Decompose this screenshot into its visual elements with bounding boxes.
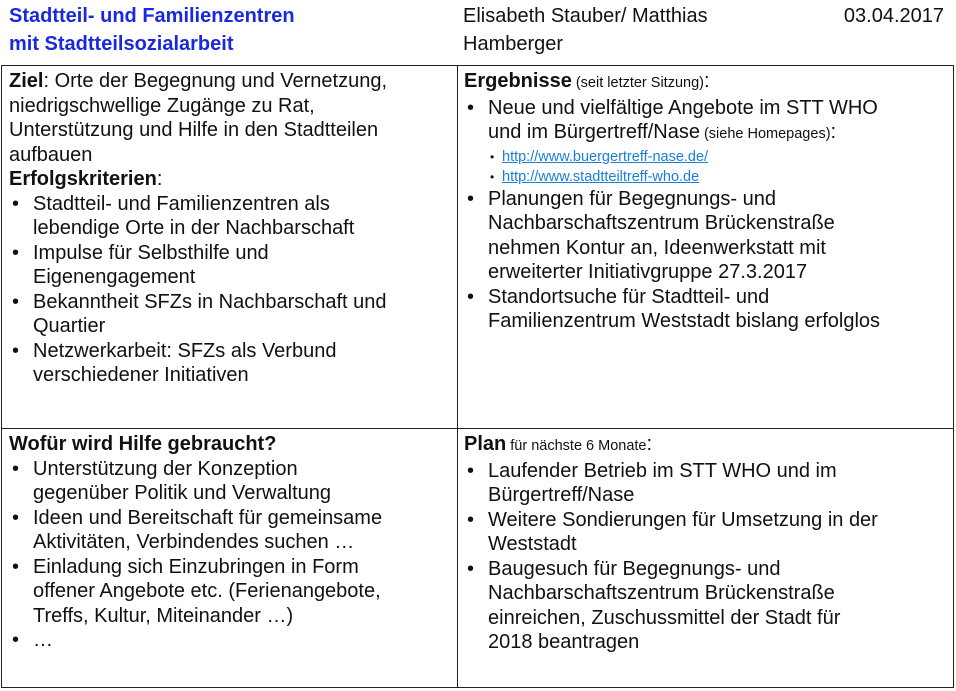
erfolg-list <box>9 192 454 388</box>
ergebnisse-cell <box>464 69 950 334</box>
list-item <box>464 459 950 508</box>
bullet: • <box>12 241 20 264</box>
bullet: • <box>467 187 475 210</box>
ergebnisse-list-2 <box>464 187 950 334</box>
item-text: Weitere Sondierungen für Umsetzung in der <box>488 508 878 531</box>
item-text: Bürgertreff/Nase <box>488 484 635 506</box>
list-item <box>464 285 950 334</box>
item-text: offener Angebote etc. (Ferienangebote, <box>33 580 381 602</box>
item-text: … <box>33 629 53 651</box>
item-text: Netzwerkarbeit: SFZs als Verbund <box>33 339 337 362</box>
item-text: erweiterter Initiativgruppe 27.3.2017 <box>488 261 808 283</box>
row-divider <box>2 428 953 429</box>
list-item <box>464 187 950 285</box>
hilfe-heading: Wofür wird Hilfe gebraucht? <box>9 433 277 455</box>
list-item <box>9 628 454 653</box>
authors-line-1: Elisabeth Stauber/ Matthias <box>463 5 708 27</box>
bullet: • <box>490 149 495 164</box>
hilfe-list <box>9 457 454 653</box>
ergebnisse-label: Ergebnisse <box>464 70 572 92</box>
bullet: • <box>467 96 475 119</box>
erfolg-heading <box>9 167 454 192</box>
item-text: Familienzentrum Weststadt bislang erfolglos <box>488 310 881 332</box>
title-line-2: mit Stadtteilsozialarbeit <box>9 33 234 55</box>
link-stadtteiltreff-who[interactable]: http://www.stadtteiltreff-who.de <box>502 168 700 185</box>
plan-heading <box>464 432 950 459</box>
list-item <box>464 96 950 147</box>
item-text: Stadtteil- und Familienzentren als <box>33 192 330 215</box>
ergebnisse-note: (seit letzter Sitzung) <box>571 75 704 91</box>
plan-label: Plan <box>464 433 507 455</box>
item-text: Nachbarschaftszentrum Brückenstraße <box>488 582 835 604</box>
item-note: (siehe Homepages) <box>699 126 831 142</box>
content-table <box>1 65 954 688</box>
erfolg-colon: : <box>156 168 163 190</box>
item-text: Eigenengagement <box>33 266 196 288</box>
erfolg-label: Erfolgskriterien <box>9 168 157 190</box>
item-text: Neue und vielfältige Angebote im STT WHO <box>488 96 878 119</box>
column-divider <box>457 66 458 687</box>
item-text: Quartier <box>33 315 106 337</box>
item-text: Einladung sich Einzubringen in Form <box>33 555 359 578</box>
authors-line-2: Hamberger <box>463 33 564 55</box>
item-text: nehmen Kontur an, Ideenwerkstatt mit <box>488 236 826 259</box>
bullet: • <box>12 629 20 651</box>
item-text: Nachbarschaftszentrum Brückenstraße <box>488 212 835 234</box>
ziel-line-4: aufbauen <box>9 143 93 166</box>
title-line-1: Stadtteil- und Familienzentren <box>9 5 295 27</box>
list-item <box>464 557 950 655</box>
ziel-line-1 <box>9 69 454 94</box>
bullet: • <box>12 192 20 215</box>
link-buergertreff-nase[interactable]: http://www.buergertreff-nase.de/ <box>502 148 709 165</box>
item-text: Ideen und Bereitschaft für gemeinsame <box>33 506 383 529</box>
item-text: verschiedener Initiativen <box>33 364 249 386</box>
plan-note: für nächste 6 Monate <box>506 438 647 454</box>
homepage-links <box>464 147 950 187</box>
ziel-line-2: niedrigschwellige Zugänge zu Rat, <box>9 94 315 117</box>
document-date: 03.04.2017 <box>843 5 944 27</box>
bullet: • <box>12 506 20 529</box>
list-item <box>9 506 454 555</box>
bullet: • <box>467 508 475 531</box>
plan-colon: : <box>646 433 653 455</box>
item-text: 2018 beantragen <box>488 631 640 653</box>
bullet: • <box>467 285 475 308</box>
bullet: • <box>490 169 495 184</box>
plan-list <box>464 459 950 655</box>
item-text: Unterstützung der Konzeption <box>33 457 298 480</box>
ergebnisse-list <box>464 96 950 147</box>
list-item <box>490 147 950 167</box>
item-text: lebendige Orte in der Nachbarschaft <box>33 217 355 239</box>
list-item <box>9 555 454 629</box>
ergebnisse-colon: : <box>704 70 710 92</box>
item-text: Bekanntheit SFZs in Nachbarschaft und <box>33 290 387 313</box>
bullet: • <box>12 339 20 362</box>
item-text: Standortsuche für Stadtteil- und <box>488 285 770 308</box>
ziel-line-3: Unterstützung und Hilfe in den Stadtteilen <box>9 119 379 141</box>
document-title <box>9 2 449 58</box>
bullet: • <box>12 290 20 313</box>
ziel-cell <box>9 69 454 388</box>
bullet: • <box>467 459 475 482</box>
bullet: • <box>467 557 475 580</box>
list-item <box>9 457 454 506</box>
hilfe-cell <box>9 432 454 653</box>
item-text: Baugesuch für Begegnungs- und <box>488 557 781 580</box>
ergebnisse-heading <box>464 69 950 96</box>
ziel-text-1: : Orte der Begegnung und Vernetzung, <box>43 70 388 92</box>
item-colon: : <box>830 121 837 143</box>
plan-cell <box>464 432 950 655</box>
list-item <box>9 290 454 339</box>
document-header <box>0 0 956 64</box>
list-item <box>9 241 454 290</box>
item-text: Aktivitäten, Verbindendes suchen … <box>33 531 355 553</box>
list-item <box>464 508 950 557</box>
item-text: einreichen, Zuschussmittel der Stadt für <box>488 606 841 629</box>
authors <box>463 2 803 58</box>
item-text: Impulse für Selbsthilfe und <box>33 241 269 264</box>
list-item <box>9 339 454 388</box>
list-item <box>9 192 454 241</box>
list-item <box>490 167 950 187</box>
item-text: Treffs, Kultur, Miteinander …) <box>33 604 294 627</box>
item-text: gegenüber Politik und Verwaltung <box>33 482 331 504</box>
ziel-label: Ziel <box>9 70 44 92</box>
bullet: • <box>12 457 20 480</box>
item-text: Laufender Betrieb im STT WHO und im <box>488 459 837 482</box>
item-text-main: und im Bürgertreff/Nase <box>488 121 700 143</box>
item-text: Planungen für Begegnungs- und <box>488 187 777 210</box>
item-text: Weststadt <box>488 533 577 555</box>
item-text <box>488 120 950 147</box>
bullet: • <box>12 555 20 578</box>
